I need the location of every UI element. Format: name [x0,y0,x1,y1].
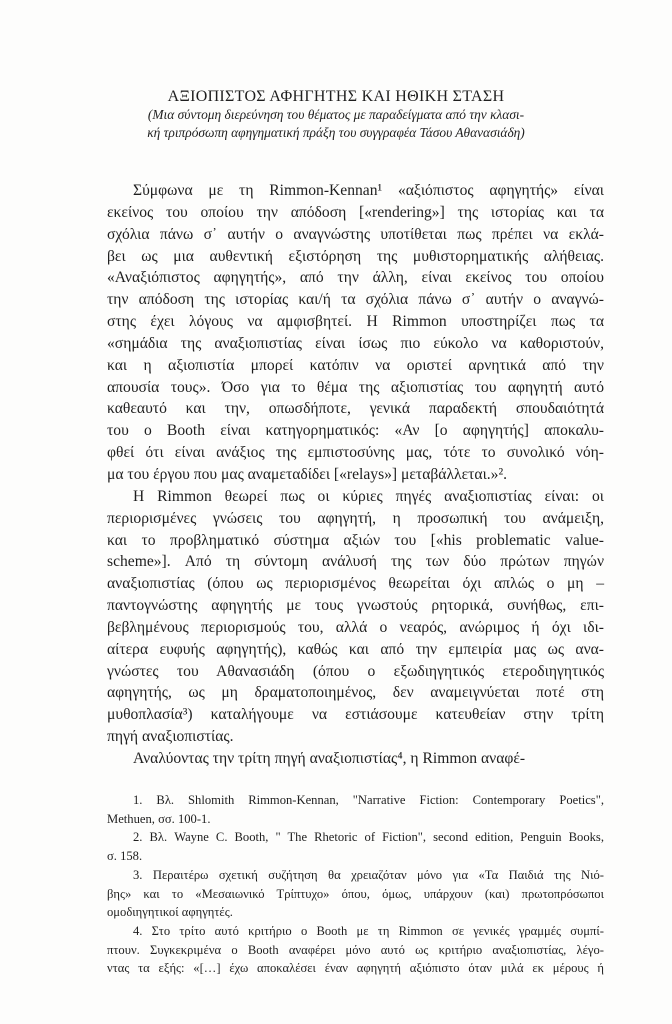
body-line: scheme»]. Από τη σύντομη ανάλυσή της των δύο πρώτων πηγών [107,553,604,571]
body-line: αναξιοπιστίας (όπου ως περιορισμένος θεωρείται όχι απλώς ο μη – [107,575,604,593]
body-line: βει ως μια αυθεντική εξιστόρηση της μυθιστορηματικής αλήθειας. [107,247,604,265]
footnote-line: 2. Βλ. Wayne C. Booth, " The Rhetoric of Fiction", second edition, Penguin Books, [133,830,604,845]
body-line: μα του έργου που μας αναμεταδίδει [«relays»] μεταβάλλεται.»². [107,465,508,483]
footnote-line: 1. Βλ. Shlomith Rimmon-Kennan, "Narrative Fiction: Contemporary Poetics", [133,793,604,807]
body-line: στης έχει λόγους να αμφισβητεί. Η Rimmon υποστηρίζει πως τα [107,313,604,331]
body-line: πηγή αναξιοπιστίας. [107,728,234,746]
article-subtitle-line: (Μια σύντομη διερεύνηση του θέματος με παραδείγματα από την κλασι- [147,107,525,122]
body-line: περιορισμένες γνώσεις του αφηγητή, η προσωπική του ανάμειξη, [107,509,604,527]
footnote-line: ομοδιηγητικοί αφηγητές. [107,905,233,920]
body-line: Σύμφωνα με τη Rimmon-Kennan¹ «αξιόπιστος αφηγητής» είναι [133,182,604,199]
body-line: «σημάδια της αναξιοπιστίας είναι ίσως πιο εύκολο να καθοριστούν, [107,334,604,352]
body-line: «Αναξιόπιστος αφηγητής», από την άλλη, είναι εκείνος του οποίου [107,269,604,287]
footnote-line: 3. Περαιτέρω σχετική συζήτηση θα χρειαζόταν μόνο για «Τα Παιδιά της Νιό- [133,867,604,882]
body-line: σχόλια πάνω σ᾽ αυτήν ο αναγνώστης υποτίθεται πως πρέπει να εκλά- [107,225,604,243]
body-line: βεβλημένους περιορισμούς του, αλλά ο νεαρός, ανώριμος ή όχι ιδι- [107,618,604,636]
body-line: του ο Booth είναι κατηγορηματικός: «Αν [ο αφηγητής] αποκαλυ- [107,422,604,440]
article-title: ΑΞΙΟΠΙΣΤΟΣ ΑΦΗΓΗΤΗΣ ΚΑΙ ΗΘΙΚΗ ΣΤΑΣΗ [167,88,505,105]
body-line: παντογνώστης αφηγητής με τους γνωστούς ρητορικά, συνήθως, επι- [107,597,604,615]
footnote-line: Methuen, σσ. 100-1. [107,811,211,826]
body-line: καθεαυτό και την, οπωσδήποτε, γενικά παραδεκτή σπουδαιότητά [107,400,604,418]
body-line: Η Rimmon θεωρεί πως οι κύριες πηγές αναξιοπιστίας είναι: οι [133,487,604,505]
body-line: την απόδοση της ιστορίας και/ή τα σχόλια πάνω σ᾽ αυτήν ο αναγνώ- [107,291,604,309]
footnote-line: σ. 158. [107,849,143,864]
body-line: μυθοπλασία³) καταλήγουμε να εστιάσουμε κατευθείαν στην τρίτη [107,706,604,724]
body-line: και το προβληματικό σύστημα αξιών του [«his problematic value- [107,531,604,549]
footnote-line: 4. Στο τρίτο αυτό κριτήριο ο Booth με τη Rimmon σε γενικές γραμμές συμπί- [133,923,604,938]
body-line: φθεί ότι είναι ανάξιος της εμπιστοσύνης μας, τότε το συνολικό νόη- [107,444,604,462]
footnote-line: ντας τα εξής: «[…] έχω αποκαλέσει έναν αφηγητή αξιόπιστο όταν μιλά εκ μέρους ή [107,961,604,976]
footnote-line: βης» και το «Μεσαιωνικό Τρίπτυχο» όπου, όμως, υπάρχουν (και) πρωτοπρόσωποι [107,886,604,901]
body-line: και η αξιοπιστία μπορεί κατόπιν να οριστεί αρνητικά από την [107,356,604,374]
body-line: αίτερα ευφυής αφηγητής), καθώς και από την εμπειρία μας ως ανα- [107,640,604,658]
body-line: αφηγητής, ως μη δραματοποιημένος, δεν αναμειγνύεται ποτέ στη [107,684,604,702]
body-text [107,180,604,770]
footnote-line: πτουν. Συγκεκριμένα ο Booth αναφέρει μόνο αυτό ως κριτήριο αναξιοπιστίας, λέγο- [107,942,604,957]
body-line: γνώστες του Αθανασιάδη (όπου ο εξωδιηγητικός ετεροδιηγητικός [107,662,604,680]
body-line: εκείνος του οποίου την απόδοση [«rendering»] της ιστορίας και τα [107,203,604,221]
footnotes [107,791,604,978]
body-line: Αναλύοντας την τρίτη πηγή αναξιοπιστίας⁴, η Rimmon αναφέ- [133,749,526,767]
body-line: απουσία τους». Όσο για το θέμα της αξιοπιστίας του αφηγητή αυτό [107,378,604,396]
article-subtitle-line: κή τριπρόσωπη αφηγηματική πράξη του συγγραφέα Τάσου Αθανασιάδη) [147,125,525,140]
